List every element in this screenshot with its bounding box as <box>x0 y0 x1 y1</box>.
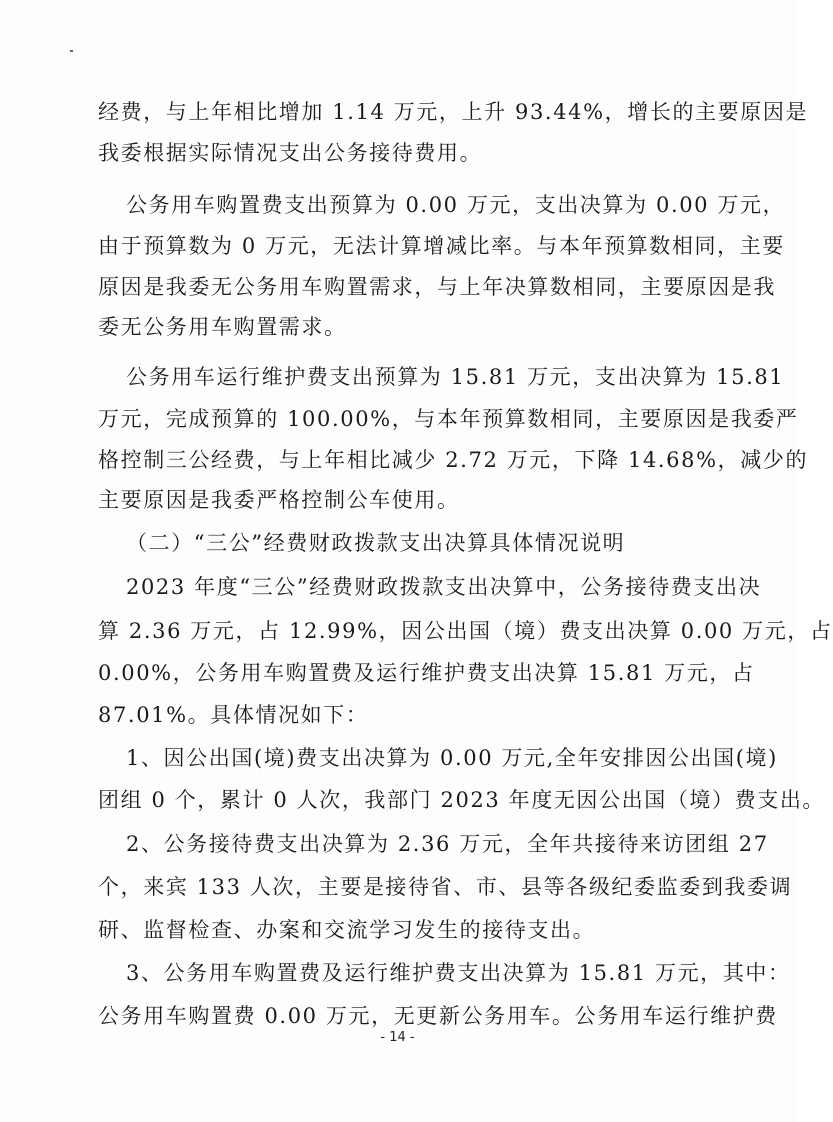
paragraph-line: 2023 年度“三公”经费财政拨款支出决算中，公务接待费支出决 <box>126 575 762 599</box>
paragraph-line: 0.00%，公务用车购置费及运行维护费支出决算 15.81 万元，占 <box>98 661 755 685</box>
paragraph-line: 由于预算数为 0 万元，无法计算增减比率。与本年预算数相同，主要 <box>98 234 785 258</box>
paragraph-line: 个，来宾 133 人次，主要是接待省、市、县等各级纪委监委到我委调 <box>98 875 793 899</box>
paragraph-line: 我委根据实际情况支出公务接待费用。 <box>98 141 483 165</box>
paragraph-line: 原因是我委无公务用车购置需求，与上年决算数相同，主要原因是我 <box>98 275 776 299</box>
paragraph-line: 经费，与上年相比增加 1.14 万元，上升 93.44%，增长的主要原因是 <box>98 100 809 124</box>
page-number: - 14 - <box>380 1030 415 1045</box>
scan-speck <box>70 50 73 52</box>
paragraph-line: 研、监督检查、办案和交流学习发生的接待支出。 <box>98 918 596 942</box>
paragraph-line: 2、公务接待费支出决算为 2.36 万元，全年共接待来访团组 27 <box>126 832 769 856</box>
paragraph-line: 团组 0 个，累计 0 人次，我部门 2023 年度无因公出国（境）费支出。 <box>98 788 826 812</box>
section-heading: （二）“三公”经费财政拨款支出决算具体情况说明 <box>126 531 626 555</box>
paragraph-line: 格控制三公经费，与上年相比减少 2.72 万元，下降 14.68%，减少的 <box>98 448 809 472</box>
paragraph-line: 公务用车运行维护费支出预算为 15.81 万元，支出决算为 15.81 <box>126 365 785 389</box>
paragraph-line: 主要原因是我委严格控制公车使用。 <box>98 488 460 512</box>
paragraph-line: 公务用车购置费 0.00 万元，无更新公务用车。公务用车运行维护费 <box>98 1004 778 1028</box>
paragraph-line: 1、因公出国(境)费支出决算为 0.00 万元,全年安排因公出国(境) <box>126 746 778 770</box>
paragraph-line: 万元，完成预算的 100.00%，与本年预算数相同，主要原因是我委严 <box>98 407 799 431</box>
paragraph-line: 委无公务用车购置需求。 <box>98 315 347 339</box>
paragraph-line: 公务用车购置费支出预算为 0.00 万元，支出决算为 0.00 万元， <box>126 193 786 217</box>
paragraph-line: 3、公务用车购置费及运行维护费支出决算为 15.81 万元，其中： <box>126 961 791 985</box>
paragraph-line: 87.01%。具体情况如下： <box>98 703 369 727</box>
paragraph-line: 算 2.36 万元，占 12.99%，因公出国（境）费支出决算 0.00 万元，占 <box>98 619 833 643</box>
